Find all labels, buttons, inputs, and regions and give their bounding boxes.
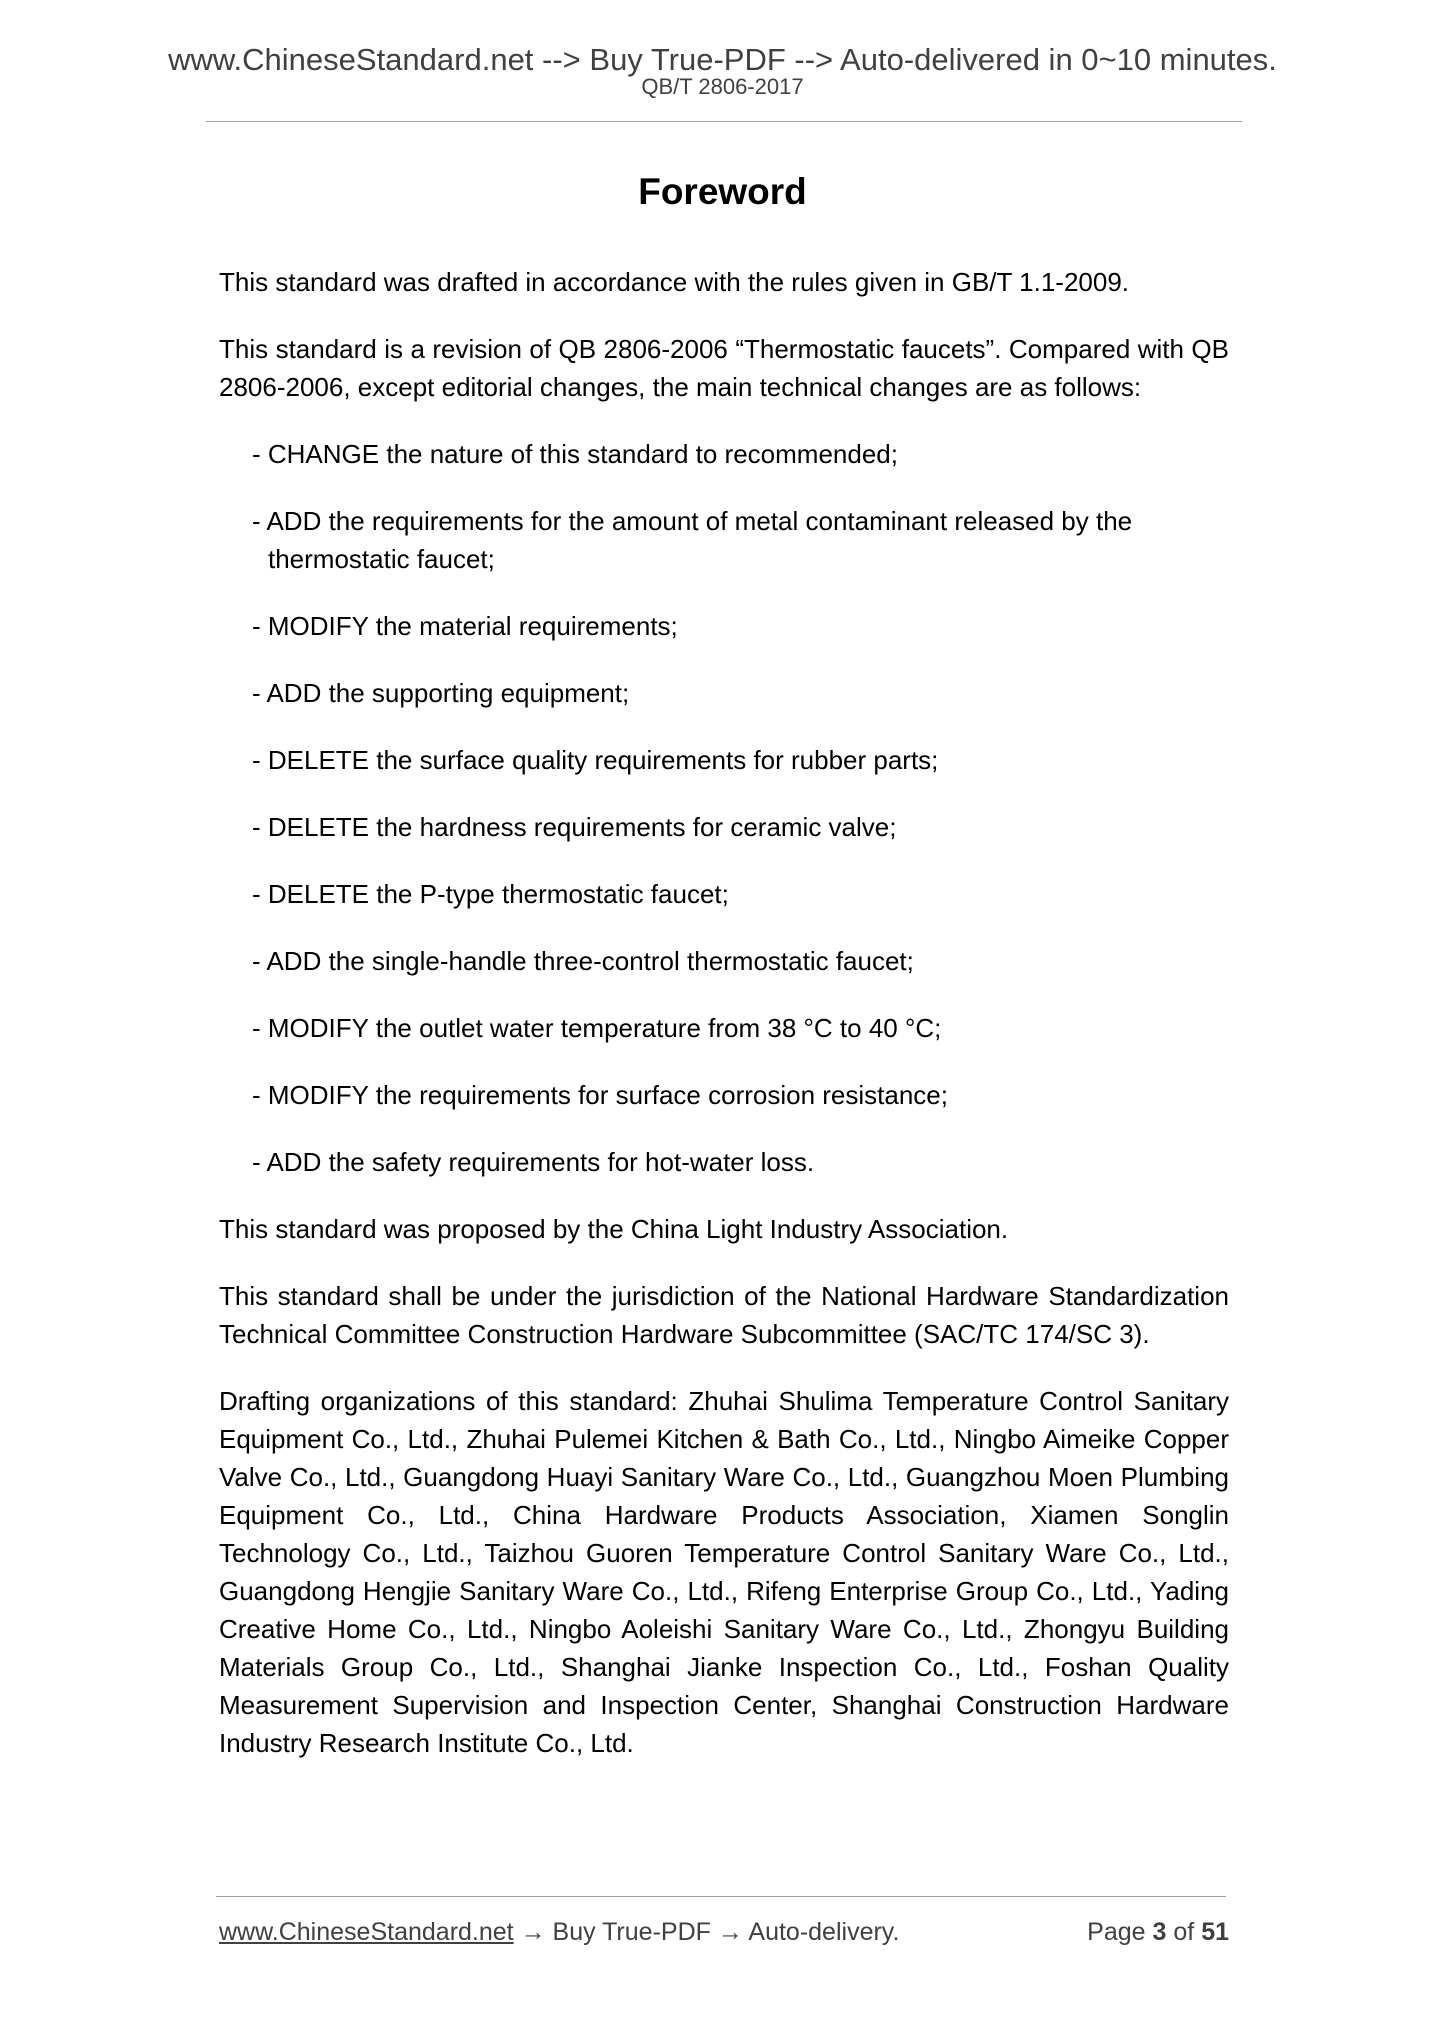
list-item: - ADD the requirements for the amount of metal contaminant released by the thermostatic faucet; [252, 506, 1133, 574]
list-item: - ADD the safety requirements for hot-water loss. [252, 1147, 815, 1177]
document-code: QB/T 2806-2017 [641, 74, 804, 99]
footer-divider [216, 1896, 1226, 1897]
list-item: - MODIFY the requirements for surface corrosion resistance; [252, 1080, 948, 1110]
list-item: - MODIFY the outlet water temperature from 38 °C to 40 °C; [252, 1013, 942, 1043]
list-item: - ADD the supporting equipment; [252, 678, 630, 708]
paragraph-drafting-rules: This standard was drafted in accordance with the rules given in GB/T 1.1-2009. [219, 267, 1130, 297]
paragraph-drafting-organizations: Drafting organizations of this standard: Zhuhai Shulima Temperature Control Sanitary Equipment Co., Ltd., Zhuhai Pulemei Kitchen & Bath Co., Ltd., Ningbo Aimeike Copper Valve Co., Ltd., Guangdong Huayi Sanitary Ware Co., Ltd., Guangzhou Moen Plumbing Equipment Co., Ltd., China Hardware Products Association, Xiamen Songlin Technology Co., Ltd., Taizhou Guoren Temperature Control Sanitary Ware Co., Ltd., Guangdong Hengjie Sanitary Ware Co., Ltd., Rifeng Enterprise Group Co., Ltd., Yading Creative Home Co., Ltd., Ningbo Aoleishi Sanitary Ware Co., Ltd., Zhongyu Building Materials Group Co., Ltd., Shanghai Jianke Inspection Co., Ltd., Foshan Quality Measurement Supervision and Inspection Center, Shanghai Construction Hardware Industry Research Institute Co., Ltd. [219, 1386, 1229, 1758]
changes-list [219, 435, 1229, 1181]
page-total: 51 [1201, 1918, 1229, 1946]
footer-promo [219, 1917, 899, 1947]
list-item: - ADD the single-handle three-control thermostatic faucet; [252, 946, 914, 976]
paragraph-jurisdiction: This standard shall be under the jurisdiction of the National Hardware Standardization Technical Committee Construction Hardware Subcommittee (SAC/TC 174/SC 3). [219, 1281, 1229, 1349]
list-item: - DELETE the surface quality requirements for rubber parts; [252, 745, 939, 775]
list-item: - DELETE the P-type thermostatic faucet; [252, 879, 729, 909]
footer-site-link[interactable]: www.ChineseStandard.net [219, 1918, 514, 1946]
page-title: Foreword [638, 171, 807, 212]
page-label: Page [1087, 1918, 1146, 1946]
foreword-body [219, 263, 1229, 1791]
page-number [1087, 1917, 1229, 1947]
list-item: - MODIFY the material requirements; [252, 611, 678, 641]
footer-tagline: → Buy True-PDF → Auto-delivery. [513, 1918, 900, 1946]
of-label: of [1173, 1918, 1195, 1946]
list-item: - DELETE the hardness requirements for ceramic valve; [252, 812, 897, 842]
paragraph-proposed-by: This standard was proposed by the China Light Industry Association. [219, 1214, 1009, 1244]
header-banner: www.ChineseStandard.net --> Buy True-PDF --> Auto-delivered in 0~10 minutes. [168, 42, 1277, 77]
paragraph-revision: This standard is a revision of QB 2806-2006 “Thermostatic faucets”. Compared with QB 2806-2006, except editorial changes, the main technical changes are as follows: [219, 334, 1229, 402]
page-current: 3 [1152, 1918, 1167, 1946]
header-divider [206, 121, 1242, 122]
list-item: - CHANGE the nature of this standard to recommended; [252, 439, 898, 469]
